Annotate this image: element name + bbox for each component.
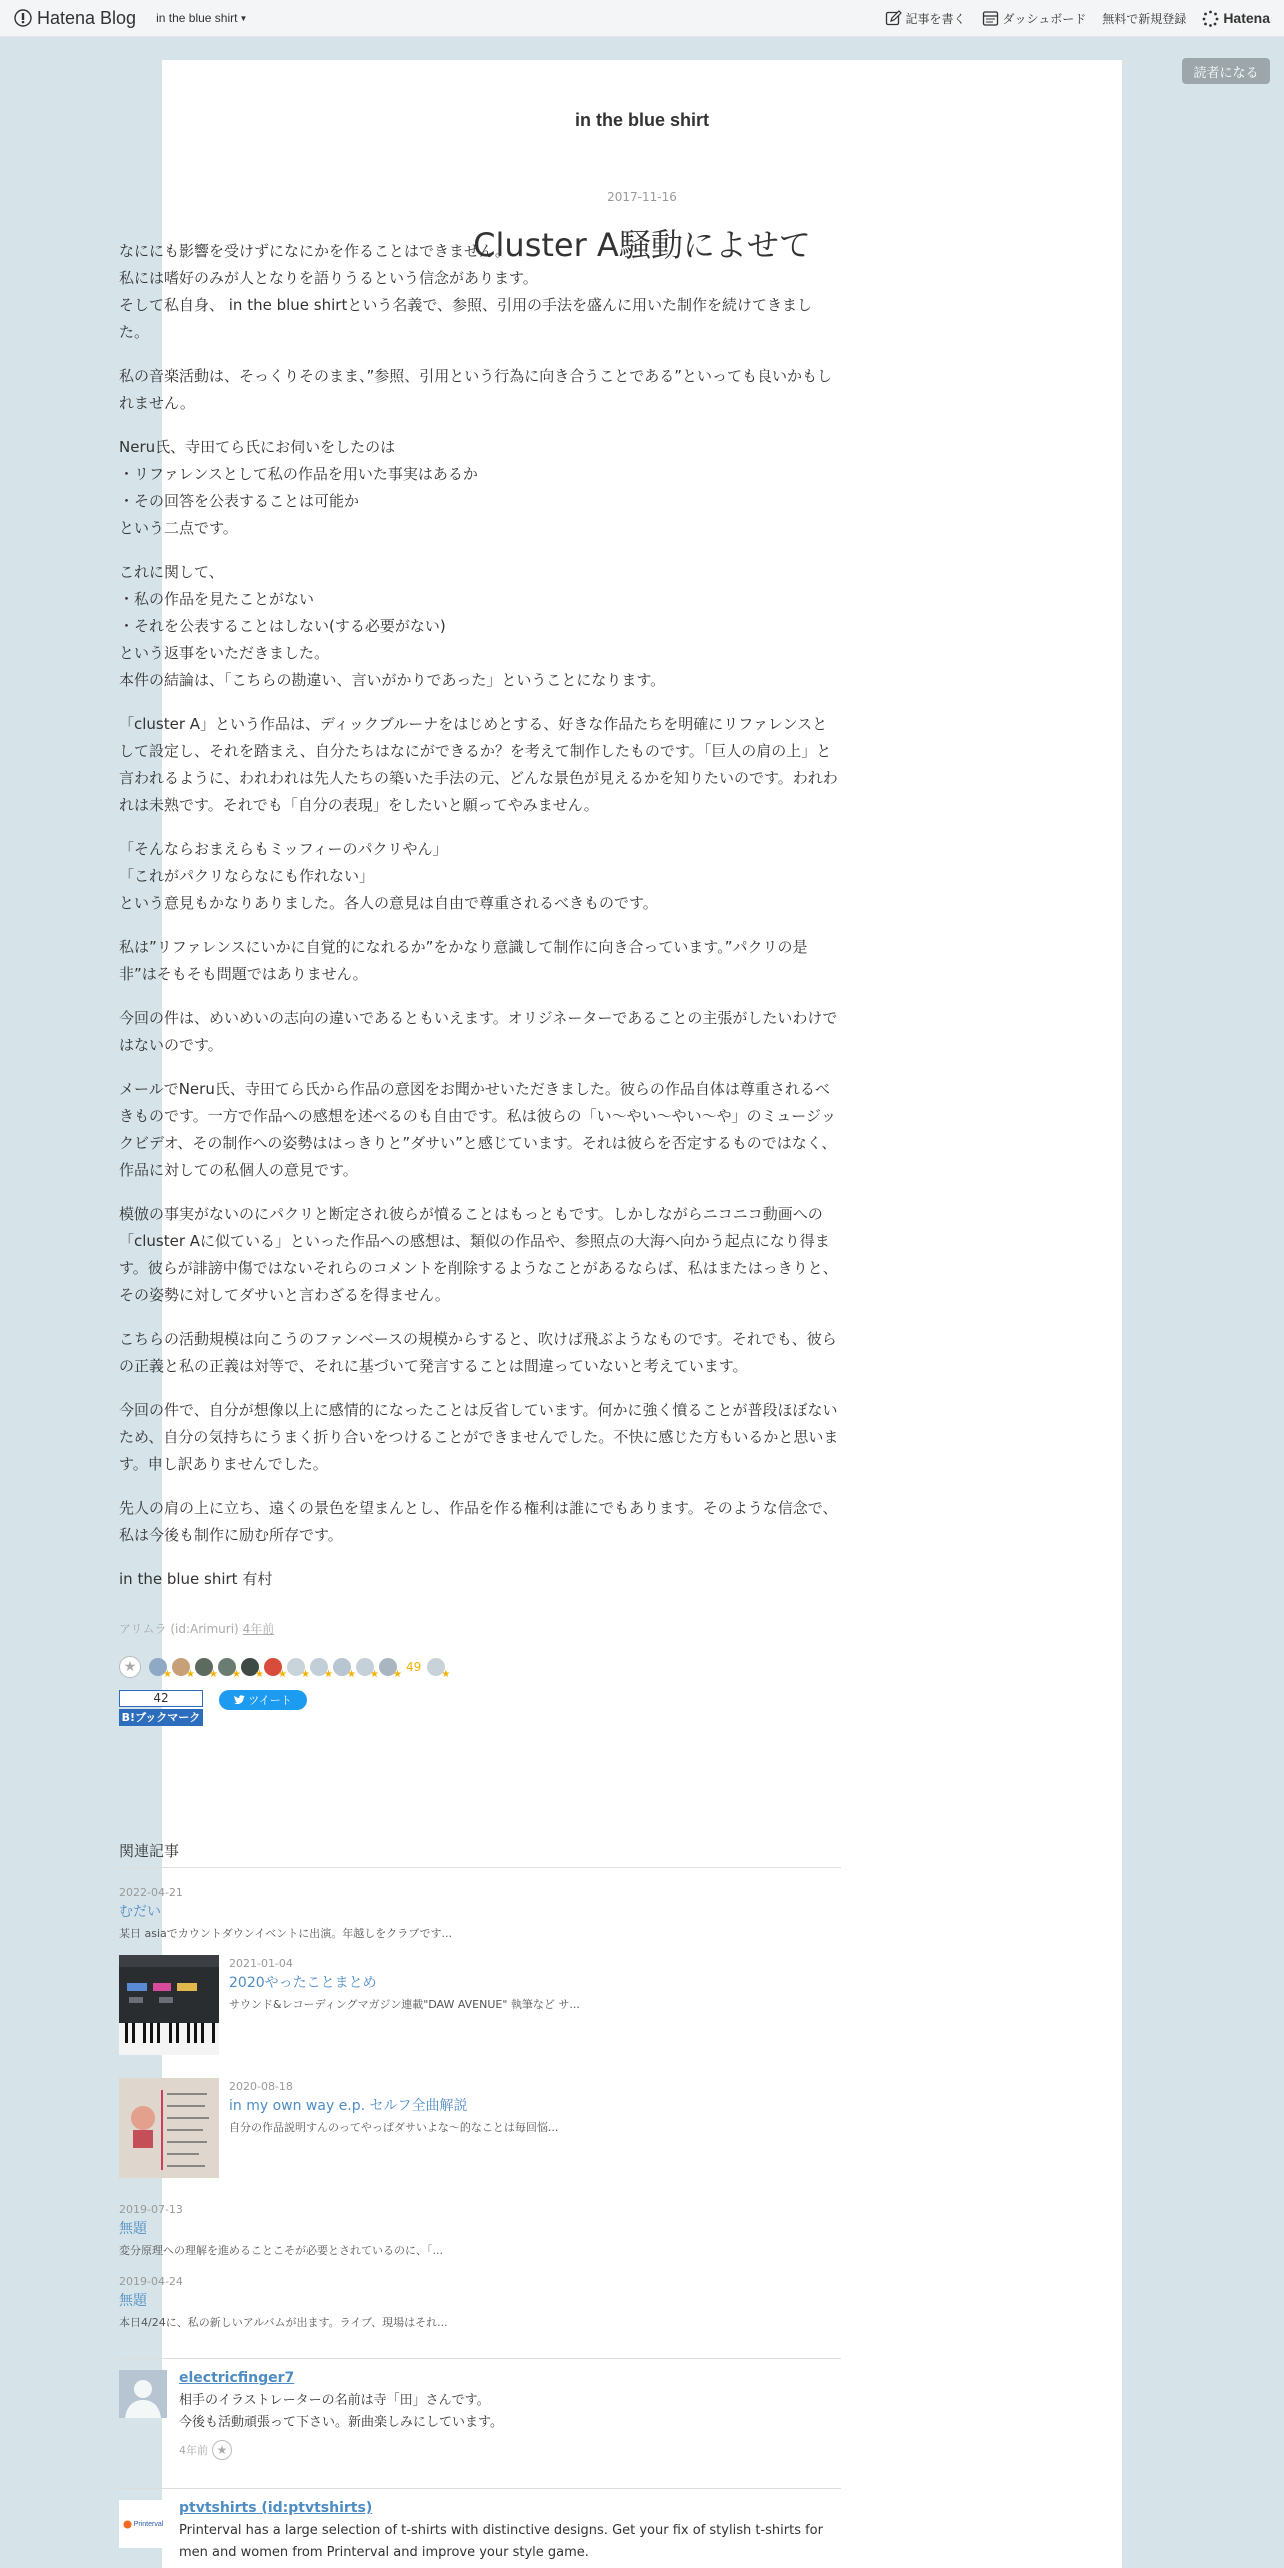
entry-paragraph: なににも影響を受けずになにかを作ることはできません。 私には嗜好のみが人となりを語りうるという信念があります。 そして私自身、 in the blue shirtという名義で、参照、引用の手法を盛んに用いた制作を続けてきました。 bbox=[119, 242, 813, 341]
write-article-label: 記事を書く bbox=[905, 11, 966, 26]
tweet-button[interactable] bbox=[219, 1690, 307, 1710]
entry-paragraph: 私の音楽活動は、そっくりそのまま、”参照、引用という行為に向き合うことである”といっても良いかもしれません。 bbox=[119, 367, 833, 412]
blog-switcher-label: in the blue shirt bbox=[156, 11, 238, 25]
comment-divider bbox=[119, 2358, 841, 2359]
entry-paragraph: 私は”リファレンスにいかに自覚的になれるか”をかなり意識して制作に向き合っています。”パクリの是非”はそもそも問題ではありません。 bbox=[119, 938, 808, 983]
add-star-icon[interactable]: ★ bbox=[212, 2440, 232, 2460]
entry-title[interactable]: Cluster A騒動によせて bbox=[473, 226, 811, 264]
entry-paragraph: 今回の件で、自分が想像以上に感情的になったことは反省しています。何かに強く憤ることが普段ほぼないため、自分の気持ちにうまく折り合いをつけることができませんでした。不快に感じた方もいるかと思います。申し訳ありませんでした。 bbox=[119, 1401, 839, 1473]
signup-label: 無料で新規登録 bbox=[1102, 11, 1187, 26]
comment-body: 相手のイラストレーターの名前は寺「田」さんです。 今後も活動頑張って下さい。新曲楽しみにしています。 bbox=[179, 2393, 503, 2430]
entry-paragraph: メールでNeru氏、寺田てら氏から作品の意図をお聞かせいただきました。彼らの作品自体は尊重されるべきものです。一方で作品への感想を述べるのも自由です。私は彼らの「い〜やい〜やい〜や」のミュージックビデオ、その制作への姿勢ははっきりと”ダサい”と感じています。それは彼らを否定するものではなく、作品に対しての私個人の意見です。 bbox=[119, 1080, 837, 1179]
star-user-avatar[interactable] bbox=[310, 1658, 328, 1676]
star-user-avatar[interactable] bbox=[241, 1658, 259, 1676]
comment-item bbox=[119, 2500, 841, 2564]
printerval-logo[interactable] bbox=[119, 2500, 167, 2548]
related-date: 2019-04-24 bbox=[119, 2275, 183, 2288]
star-list bbox=[119, 1656, 448, 1678]
write-article-link[interactable] bbox=[885, 10, 966, 27]
hatena-menu[interactable] bbox=[1202, 10, 1270, 27]
blog-switcher[interactable] bbox=[156, 11, 247, 25]
related-title[interactable]: むだい bbox=[119, 1904, 161, 1920]
entry-paragraph: 模倣の事実がないのにパクリと断定され彼らが憤ることはもっともです。しかしながらニコニコ動画への「cluster Aに似ている」といった作品への感想は、類似の作品や、参照点の大海へ向かう起点になり得ます。彼らが誹謗中傷ではないそれらのコメントを削除するようなことがあるならば、私はまたはっきりと、その姿勢に対してダサいと言わざるを得ません。 bbox=[119, 1205, 838, 1304]
commenter-name[interactable]: ptvtshirts (id:ptvtshirts) bbox=[179, 2500, 373, 2516]
star-count[interactable]: 49 bbox=[406, 1660, 422, 1674]
entry-paragraph: 先人の肩の上に立ち、遠くの景色を望まんとし、作品を作る権利は誰にでもあります。そのような信念で、私は今後も制作に励む所存です。 bbox=[119, 1499, 838, 1544]
related-title[interactable]: 2020やったことまとめ bbox=[229, 1975, 377, 1991]
entry-paragraph: これに関して、 ・私の作品を見たことがない ・それを公表することはしない(する必要がない) という返事をいただきました。 本件の結論は、「こちらの勘違い、言いがかりであった」ということになります。 bbox=[119, 563, 666, 689]
entry-footer-meta bbox=[119, 1620, 274, 1637]
dashboard-label: ダッシュボード bbox=[1002, 11, 1087, 26]
star-user-avatar[interactable] bbox=[287, 1658, 305, 1676]
signup-link[interactable] bbox=[1102, 10, 1186, 27]
entry-ago[interactable]: 4年前 bbox=[242, 1622, 275, 1636]
comment-ago: 4年前 bbox=[179, 2444, 208, 2457]
star-user-avatar[interactable] bbox=[333, 1658, 351, 1676]
hatena-blog-logo-text: Hatena Blog bbox=[37, 7, 137, 28]
dashboard-link[interactable] bbox=[982, 10, 1087, 27]
star-user-avatar[interactable] bbox=[264, 1658, 282, 1676]
printerval-logo-text: Printerval bbox=[133, 2520, 164, 2528]
bookmark-widget[interactable] bbox=[119, 1690, 203, 1726]
tweet-label: ツイート bbox=[248, 1694, 292, 1707]
star-user-avatar[interactable] bbox=[149, 1658, 167, 1676]
printerval-logo-icon bbox=[123, 2520, 132, 2529]
hatena-blog-logo-icon bbox=[14, 9, 32, 27]
star-user-avatar[interactable] bbox=[218, 1658, 236, 1676]
related-snippet: 自分の作品説明すんのってやっぱダサいよな〜的なことは毎回悩... bbox=[229, 2121, 559, 2134]
dashboard-icon bbox=[982, 10, 999, 27]
bookmark-button[interactable]: B!ブックマーク bbox=[119, 1709, 203, 1726]
star-user-avatar[interactable] bbox=[427, 1658, 445, 1676]
entry-paragraph: 「cluster A」という作品は、ディックブルーナをはじめとする、好きな作品たちを明確にリファレンスとして設定し、それを踏まえ、自分たちはなにができるか？を考えて制作したものです。「巨人の肩の上」と言われるように、われわれは先人たちの築いた手法の元、どんな景色が見えるかを知りたいのです。われわれは未熟です。それでも「自分の表現」をしたいと願ってやみません。 bbox=[119, 715, 838, 814]
comment-divider bbox=[119, 2488, 841, 2489]
related-snippet: サウンド&レコーディングマガジン連載"DAW AVENUE" 執筆など サ... bbox=[229, 1998, 580, 2011]
star-user-avatar[interactable] bbox=[172, 1658, 190, 1676]
entry-paragraph: Neru氏、寺田てら氏にお伺いをしたのは ・リファレンスとして私の作品を用いた事実はあるか ・その回答を公表することは可能か という二点です。 bbox=[119, 438, 478, 537]
related-item[interactable] bbox=[119, 1886, 841, 1941]
star-user-avatar[interactable] bbox=[195, 1658, 213, 1676]
related-item[interactable] bbox=[119, 2078, 841, 2178]
global-header bbox=[0, 0, 1284, 37]
entry-paragraph: 「そんならおまえらもミッフィーのパクリやん」 「これがパクリならなにも作れない」 という意見もかなりありました。各人の意見は自由で尊重されるべきものです。 bbox=[119, 840, 658, 912]
hatena-blog-logo[interactable] bbox=[14, 8, 136, 29]
related-heading: 関連記事 bbox=[119, 1840, 841, 1868]
hatena-dots-icon bbox=[1202, 10, 1219, 27]
related-snippet: 本日4/24に、私の新しいアルバムが出ます。ライブ、現場はそれ... bbox=[119, 2316, 448, 2329]
entry-paragraph: 今回の件は、めいめいの志向の違いであるともいえます。オリジネーターであることの主張がしたいわけではないのです。 bbox=[119, 1009, 838, 1054]
related-snippet: 変分原理への理解を進めることこそが必要とされているのに、「... bbox=[119, 2244, 443, 2257]
related-date: 2019-07-13 bbox=[119, 2203, 183, 2216]
entry-content bbox=[119, 238, 841, 1610]
entry-paragraph: in the blue shirt 有村 bbox=[119, 1570, 273, 1588]
comment-item bbox=[119, 2370, 841, 2460]
related-title[interactable]: 無題 bbox=[119, 2293, 147, 2309]
comment-body: Printerval has a large selection of t-shirts with distinctive designs. Get your fix of stylish t-shirts for men and women from Printerval and improve your style game. bbox=[179, 2523, 823, 2560]
related-thumbnail[interactable] bbox=[119, 2078, 219, 2178]
bookmark-count[interactable]: 42 bbox=[119, 1690, 203, 1707]
commenter-avatar[interactable] bbox=[119, 2370, 167, 2418]
related-item[interactable] bbox=[119, 1955, 841, 2055]
related-snippet: 某日 asiaでカウントダウンイベントに出演。年越しをクラブです... bbox=[119, 1927, 453, 1940]
related-date: 2022-04-21 bbox=[119, 1886, 183, 1899]
related-title[interactable]: in my own way e.p. セルフ全曲解説 bbox=[229, 2098, 468, 2114]
related-thumbnail[interactable] bbox=[119, 1955, 219, 2055]
author-name[interactable]: アリムラ (id:Arimuri) bbox=[119, 1622, 239, 1636]
twitter-bird-icon bbox=[234, 1695, 245, 1705]
add-star-icon[interactable]: ★ bbox=[119, 1656, 141, 1678]
star-user-avatar[interactable] bbox=[379, 1658, 397, 1676]
related-item[interactable] bbox=[119, 2275, 841, 2330]
commenter-name[interactable]: electricfinger7 bbox=[179, 2370, 295, 2386]
related-item[interactable] bbox=[119, 2203, 841, 2258]
related-date: 2020-08-18 bbox=[229, 2080, 293, 2093]
hatena-label: Hatena bbox=[1223, 10, 1270, 26]
related-date: 2021-01-04 bbox=[229, 1957, 293, 1970]
subscribe-button[interactable]: 読者になる bbox=[1182, 58, 1270, 84]
star-user-avatar[interactable] bbox=[356, 1658, 374, 1676]
entry-paragraph: こちらの活動規模は向こうのファンベースの規模からすると、吹けば飛ぶようなものです。それでも、彼らの正義と私の正義は対等で、それに基づいて発言することは間違っていないと考えています。 bbox=[119, 1330, 837, 1375]
related-title[interactable]: 無題 bbox=[119, 2221, 147, 2237]
caret-down-icon: ▼ bbox=[239, 13, 248, 23]
blog-title[interactable]: in the blue shirt bbox=[574, 110, 709, 130]
entry-date[interactable]: 2017-11-16 bbox=[607, 190, 677, 204]
edit-icon bbox=[885, 10, 902, 27]
